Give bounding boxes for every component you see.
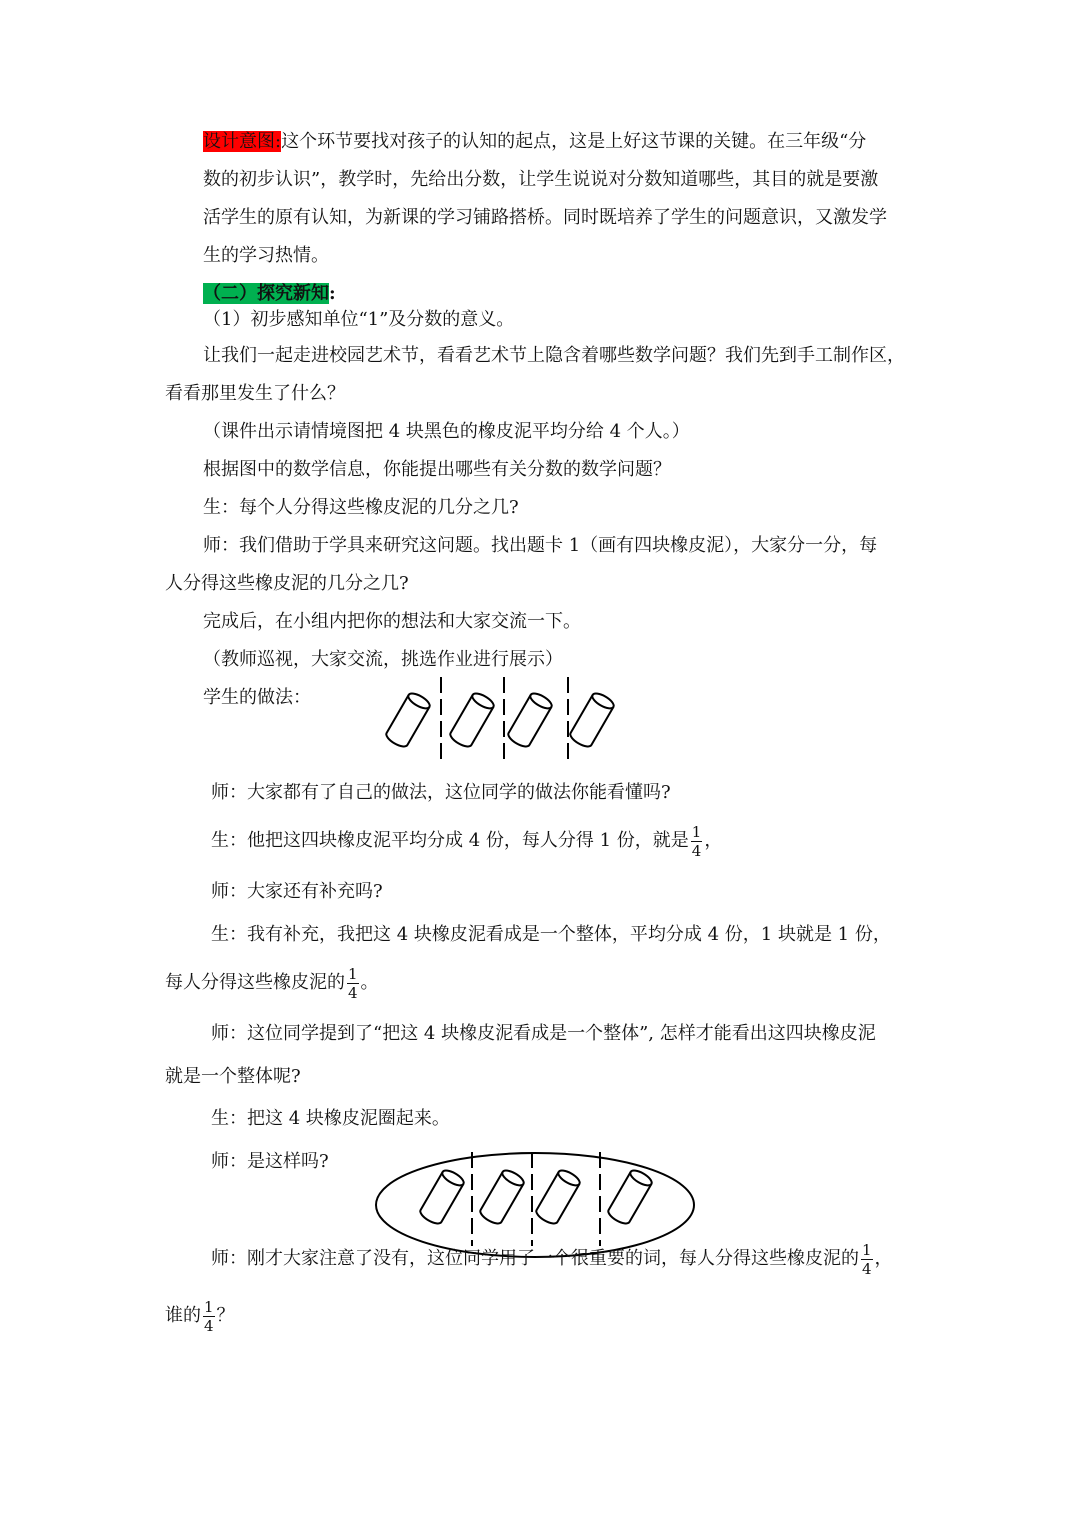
paragraph-2a: 让我们一起走进校园艺术节，看看艺术节上隐含着哪些数学问题？我们先到手工制作区， bbox=[203, 345, 905, 366]
paragraph-4: 根据图中的数学信息，你能提出哪些有关分数的数学问题？ bbox=[203, 459, 671, 480]
paragraph-17b: 谁的 $\frac{1}{4}$ ？ bbox=[165, 1297, 235, 1335]
paragraph-14b: 就是一个整体呢? bbox=[165, 1066, 301, 1087]
paragraph-11: 生：他把这四块橡皮泥平均分成 4 份，每人分得 1 份，就是 $\frac{1}{4}$ ， bbox=[211, 822, 723, 860]
cylinder-4 bbox=[568, 691, 616, 750]
paragraph-15: 生：把这 4 块橡皮泥圈起来。 bbox=[211, 1108, 450, 1129]
paragraph-2b: 看看那里发生了什么？ bbox=[165, 383, 345, 404]
paragraph-12: 师：大家还有补充吗? bbox=[211, 881, 383, 902]
paragraph-6b: 人分得这些橡皮泥的几分之几? bbox=[165, 573, 409, 594]
design-intent-line-4: 生的学习热情。 bbox=[203, 245, 329, 266]
paragraph-9: 学生的做法： bbox=[203, 687, 311, 708]
fraction-one-quarter: $\frac{1}{4}$ bbox=[691, 822, 702, 860]
fraction-one-quarter: $\frac{1}{4}$ bbox=[348, 964, 358, 1002]
paragraph-8: （教师巡视，大家交流，挑选作业进行展示） bbox=[203, 649, 563, 670]
fraction-one-quarter: $\frac{1}{4}$ bbox=[862, 1240, 872, 1278]
paragraph-6a: 师：我们借助于学具来研究这问题。找出题卡 1（画有四块橡皮泥），大家分一分，每 bbox=[203, 535, 878, 556]
paragraph-16: 师：是这样吗? bbox=[211, 1151, 329, 1172]
paragraph-13a: 生：我有补充，我把这 4 块橡皮泥看成是一个整体，平均分成 4 份，1 块就是 1 份， bbox=[211, 924, 891, 945]
paragraph-1: （1）初步感知单位“1”及分数的意义。 bbox=[203, 309, 515, 330]
design-intent-line-3: 活学生的原有认知，为新课的学习铺路搭桥。同时既培养了学生的问题意识，又激发学 bbox=[203, 207, 887, 228]
paragraph-14a: 师：这位同学提到了“把这 4 块橡皮泥看成是一个整体”, 怎样才能看出这四块橡皮泥 bbox=[211, 1023, 876, 1044]
section-heading: （二）探究新知: bbox=[203, 283, 336, 304]
cylinder-1 bbox=[418, 1168, 466, 1227]
fraction-one-quarter: $\frac{1}{4}$ bbox=[204, 1297, 214, 1335]
cylinder-2 bbox=[478, 1168, 526, 1227]
cylinders-divided-figure bbox=[380, 675, 630, 765]
cylinder-4 bbox=[606, 1168, 654, 1227]
paragraph-5: 生：每个人分得这些橡皮泥的几分之几? bbox=[203, 497, 519, 518]
paragraph-17a: 师：刚才大家注意了没有，这位同学用了一个很重要的词，每人分得这些橡皮泥的 $\frac{1}{4}$ ， bbox=[211, 1240, 893, 1278]
design-intent-line-1: 设计意图:这个环节要找对孩子的认知的起点，这是上好这节课的关键。在三年级“分 bbox=[203, 131, 867, 152]
cylinder-3 bbox=[534, 1168, 582, 1227]
design-intent-line-2: 数的初步认识”，教学时，先给出分数，让学生说说对分数知道哪些，其目的就是要激 bbox=[203, 169, 879, 190]
paragraph-13b: 每人分得这些橡皮泥的 $\frac{1}{4}$ 。 bbox=[165, 964, 379, 1002]
cylinder-1 bbox=[384, 691, 432, 750]
cylinder-2 bbox=[448, 691, 496, 750]
cylinder-3 bbox=[506, 691, 554, 750]
paragraph-7: 完成后，在小组内把你的想法和大家交流一下。 bbox=[203, 611, 581, 632]
paragraph-10: 师：大家都有了自己的做法，这位同学的做法你能看懂吗? bbox=[211, 782, 671, 803]
paragraph-3: （课件出示请情境图把 4 块黑色的橡皮泥平均分给 4 个人。） bbox=[203, 421, 690, 442]
design-intent-label: 设计意图: bbox=[203, 131, 282, 152]
